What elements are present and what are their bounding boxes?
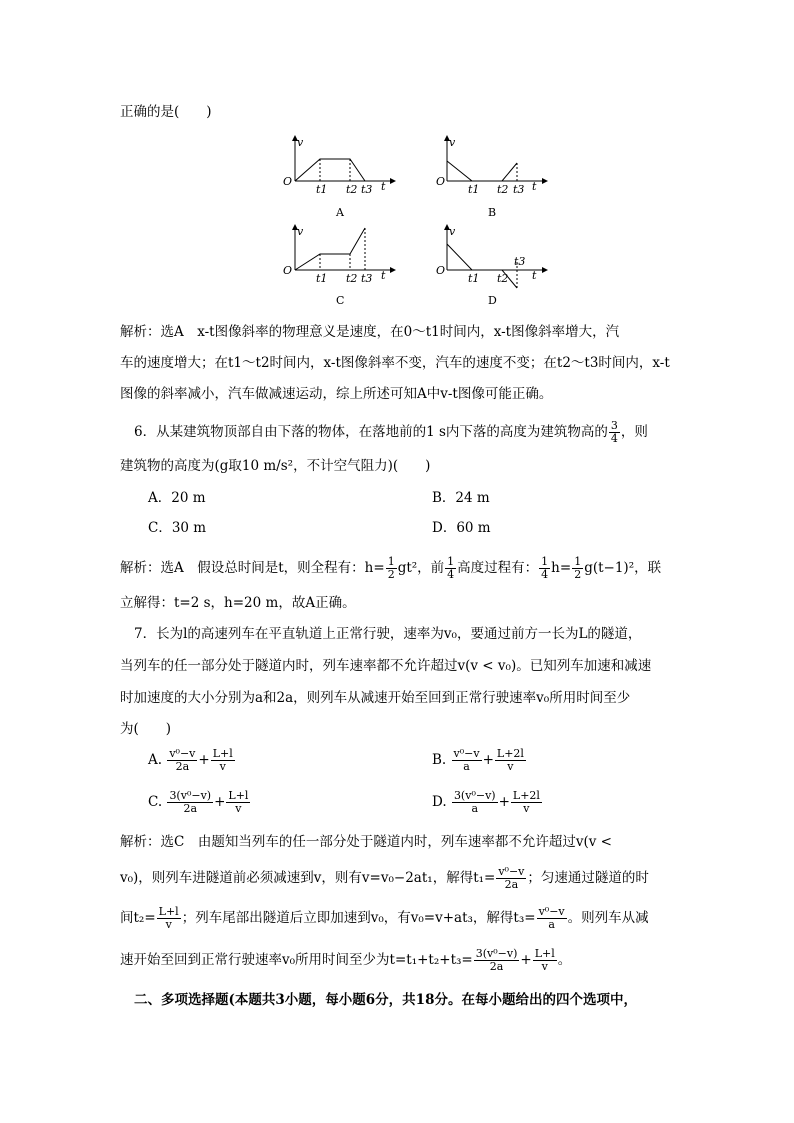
graph-a-t3: t3 xyxy=(361,183,373,196)
graph-b-v: v xyxy=(449,136,456,149)
graph-d-t1: t1 xyxy=(468,272,480,285)
graph-b-label: B xyxy=(488,206,497,219)
q6-option-a[interactable]: A．20 m xyxy=(148,490,206,506)
graph-b-t1: t1 xyxy=(468,183,480,196)
q5-stem-end: 正确的是( ) xyxy=(120,104,212,120)
graph-b-o: O xyxy=(436,175,446,188)
q7-solution-line-1: 解析：选C 由题知当列车的任一部分处于隧道内时，列车速率都不允许超过v(v < xyxy=(120,834,612,850)
graph-a-t1: t1 xyxy=(316,183,328,196)
q6-option-b[interactable]: B．24 m xyxy=(432,490,490,506)
graph-d-t: t xyxy=(532,269,537,282)
q7-option-a[interactable]: A. $\frac{\text{v⁰−v}}{2a}$ + $\frac{L+l}{v}$ xyxy=(148,747,233,773)
graph-b-t2: t2 xyxy=(497,183,509,196)
q7-option-d[interactable]: D. $\frac{\text{3(v⁰−v)}}{a}$ + $\frac{L+2l}{v}$ xyxy=(432,789,540,815)
q7-stem-line-1: 7．长为l的高速列车在平直轨道上正常行驶，速率为v₀，要通过前方一长为L的隧道， xyxy=(134,626,642,642)
fraction: $\frac{3}{4}$ xyxy=(610,419,618,445)
graph-d-o: O xyxy=(436,264,446,277)
q6-solution-line-2: 立解得：t=2 s，h=20 m，故A正确。 xyxy=(120,595,356,611)
q6-option-c[interactable]: C．30 m xyxy=(148,520,207,536)
q6-option-d[interactable]: D．60 m xyxy=(432,520,491,536)
section-2-heading: 二、多项选择题(本题共3小题，每小题6分，共18分。在每小题给出的四个选项中， xyxy=(134,992,637,1008)
q6-stem-line-1: 6．从某建筑物顶部自由下落的物体，在落地前的1 s内下落的高度为建筑物高的 $\frac{3}{4}$ ，则 xyxy=(134,419,648,445)
graph-d-label: D xyxy=(488,294,497,307)
q7-solution-line-4: 速开始至回到正常行驶速率v₀所用时间至少为t=t₁+t₂+t₃= $\frac{\text{3(v⁰−v)}}{2a}$ + $\frac{L+l}{v}$ 。 xyxy=(120,947,572,973)
q6-solution-line-1: 解析：选A 假设总时间是t，则全程有：h= $\frac{1}{2}$ gt²，前 $\frac{1}{4}$ 高度过程有： $\frac{1}{4}$ h= $\frac{1}{2}$ g(t−1)²，联 xyxy=(120,555,662,581)
graph-a-label: A xyxy=(336,206,344,219)
q7-option-c[interactable]: C. $\frac{\text{3(v⁰−v)}}{2a}$ + $\frac{L+l}{v}$ xyxy=(148,789,249,815)
q7-stem-line-3: 时加速度的大小分别为a和2a，则列车从减速开始至回到正常行驶速率v₀所用时间至少 xyxy=(120,690,631,706)
graph-c-t2: t2 xyxy=(346,272,358,285)
graph-a-v: v xyxy=(297,136,304,149)
q7-solution-line-3: 间t₂= $\frac{L+l}{v}$ ；列车尾部出隧道后立即加速到v₀，有v₀=v+at₃，解得t₃= $\frac{\text{v⁰−v}}{a}$ 。则列车从减 xyxy=(120,905,649,931)
q7-solution-line-2: v₀)，则列车进隧道前必须减速到v，则有v=v₀−2at₁，解得t₁= $\frac{\text{v⁰−v}}{2a}$ ；匀速通过隧道的时 xyxy=(120,865,649,891)
graph-d-t3: t3 xyxy=(514,255,526,268)
graph-c-t1: t1 xyxy=(316,272,328,285)
q5-solution-line-1: 解析：选A x-t图像斜率的物理意义是速度，在0～t1时间内，x-t图像斜率增大，汽 xyxy=(120,324,620,340)
graph-a-o: O xyxy=(283,175,293,188)
graph-b-t3: t3 xyxy=(513,183,525,196)
q6-stem-line-2: 建筑物的高度为(g取10 m/s²，不计空气阻力)( ) xyxy=(120,458,431,474)
graph-c-o: O xyxy=(283,264,293,277)
graph-d-t2: t2 xyxy=(497,272,509,285)
graph-c-t: t xyxy=(381,269,386,282)
q5-solution-line-2: 车的速度增大；在t1～t2时间内，x-t图像斜率不变，汽车的速度不变；在t2～t3时间内，x-t xyxy=(120,355,670,371)
graph-a-t: t xyxy=(381,180,386,193)
q7-option-b[interactable]: B. $\frac{\text{v⁰−v}}{a}$ + $\frac{L+2l}{v}$ xyxy=(432,747,524,773)
graph-b-t: t xyxy=(532,180,537,193)
graph-c-label: C xyxy=(336,294,345,307)
graph-c-v: v xyxy=(297,225,304,238)
graph-c-t3: t3 xyxy=(361,272,373,285)
graph-a-t2: t2 xyxy=(346,183,358,196)
q5-solution-line-3: 图像的斜率减小，汽车做减速运动，综上所述可知A中v-t图像可能正确。 xyxy=(120,386,553,402)
graph-d-v: v xyxy=(449,225,456,238)
q7-stem-line-2: 当列车的任一部分处于隧道内时，列车速率都不允许超过v(v < v₀)。已知列车加速和减速 xyxy=(120,658,652,674)
q7-stem-line-4: 为( ) xyxy=(120,721,172,737)
